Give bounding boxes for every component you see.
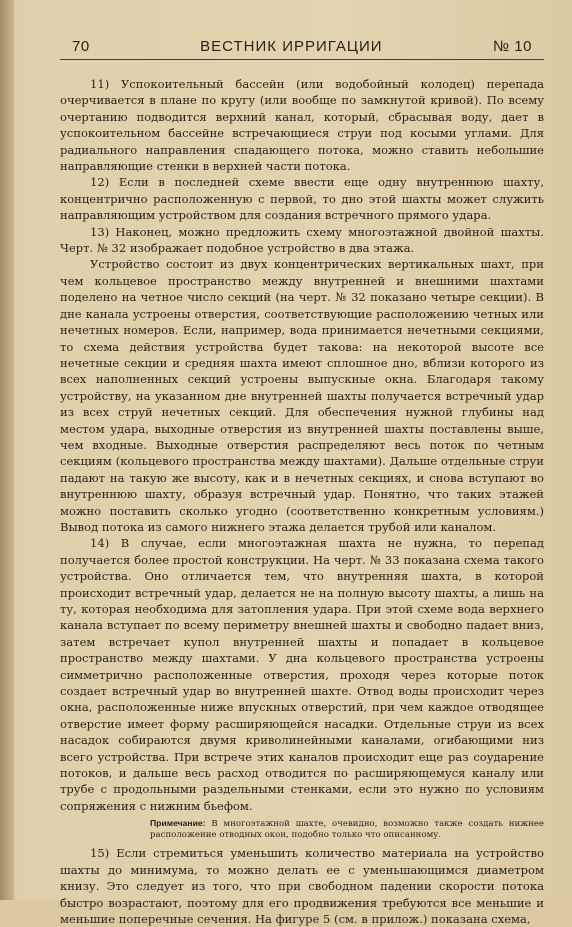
book-spine-shadow [0,0,14,900]
footnote [60,818,544,841]
paragraph-13-description: Устройство состоит из двух концентрических вертикальных шахт, при чем кольцевое пространство между внутренней и внешними шахтами поделено на четное число секций (на черт. № 32 показано четыре секции). В дне канала устроены отверстия, соответствующие расположению четных или нечетных номеров. Если, например, вода принимается нечетными секциями, то схема действия устройства будет такова: на некоторой высоте все нечетные секции и средняя шахта имеют сплошное дно, вблизи которого из всех наполненных секций устроены выпускные окна. Благодаря такому устройству, на указанном дне внутренней шахты получается встречный удар из всех струй нечетных секций. Для обеспечения нужной глубины над местом удара, выходные отверстия из внутренней шахты поставлены выше, чем входные. Выходные отверстия распределяют весь поток по четным секциям (кольцевого пространства между шахтами). Дальше отдельные струи падают на такую же высоту, как и в нечетных секциях, и снова вступают во внутреннюю шахту, образуя встречный удар. Понятно, что таких этажей можно поставить сколько угодно (соответственно конкретным условиям.) Вывод потока из самого нижнего этажа делается трубой или каналом. [60,257,544,534]
article-body [60,76,544,814]
article-body-continued [60,845,544,927]
footnote-text: В многоэтажной шахте, очевидно, возможно также создать нижнее расположение отводных окон, подобно только что описанному. [150,819,544,841]
journal-title: ВЕСТНИК ИРРИГАЦИИ [200,38,383,55]
issue-number: № 10 [493,38,532,55]
paragraph-13: 13) Наконец, можно предложить схему многоэтажной двойной шахты. Черт. № 32 изображает подобное устройство в два этажа. [60,224,544,256]
page-header [60,38,544,60]
paragraph-14: 14) В случае, если многоэтажная шахта не нужна, то перепад получается более простой конструкции. На черт. № 33 показана схема такого устройства. Оно отличается тем, что внутренняя шахта, в которой происходит встречный удар, делается не на полную высоту шахты, а лишь на ту, которая необходима для затопления удара. При этой схеме вода верхнего канала вступает по всему периметру внешней шахты и свободно падает вниз, затем встречает купол внутренней шахты и попадает в кольцевое пространство между шахтами. У дна кольцевого пространства устроены симметрично расположенные отверстия, проходя через которые поток создает встречный удар во внутренней шахте. Отвод воды происходит через окна, расположенные ниже впускных отверстий, при чем каждое отводящее отверстие имеет форму расширяющейся насадки. Отдельные струи из всех насадок собираются двумя криволинейными каналами, огибающими низ всего устройства. При встрече этих каналов происходит еще раз соударение потоков, и дальше весь расход отводится по расширяющемуся каналу или трубе с продольными раздельными стенками, если это нужно по условиям сопряжения с нижним бьефом. [60,536,544,813]
paragraph-12: 12) Если в последней схеме ввести еще одну внутреннюю шахту, концентрично расположенную с первой, то дно этой шахты может служить направляющим устройством для создания встречного прямого удара. [60,175,544,223]
page-number: 70 [72,38,90,55]
footnote-label: Примечание: [150,818,206,829]
paragraph-11: 11) Успокоительный бассейн (или водобойный колодец) перепада очерчивается в плане по кругу (или вообще по замкнутой кривой). По всему очертанию подводится верхний канал, который, сбрасывая воду, дает в успокоительном бассейне встречающиеся струи под косыми углами. Для радиального направления спадающего потока, можно ставить небольшие направляющие стенки в верхней части потока. [60,77,544,174]
paragraph-15: 15) Если стремиться уменьшить количество материала на устройство шахты до минимума, то можно делать ее с уменьшающимся диаметром книзу. Это следует из того, что при свободном падении скорости потока быстро возрастают, поэтому для его продвижения требуются все меньшие и меньшие поперечные сечения. На фигуре 5 (см. в прилож.) показана схема, [60,846,544,926]
